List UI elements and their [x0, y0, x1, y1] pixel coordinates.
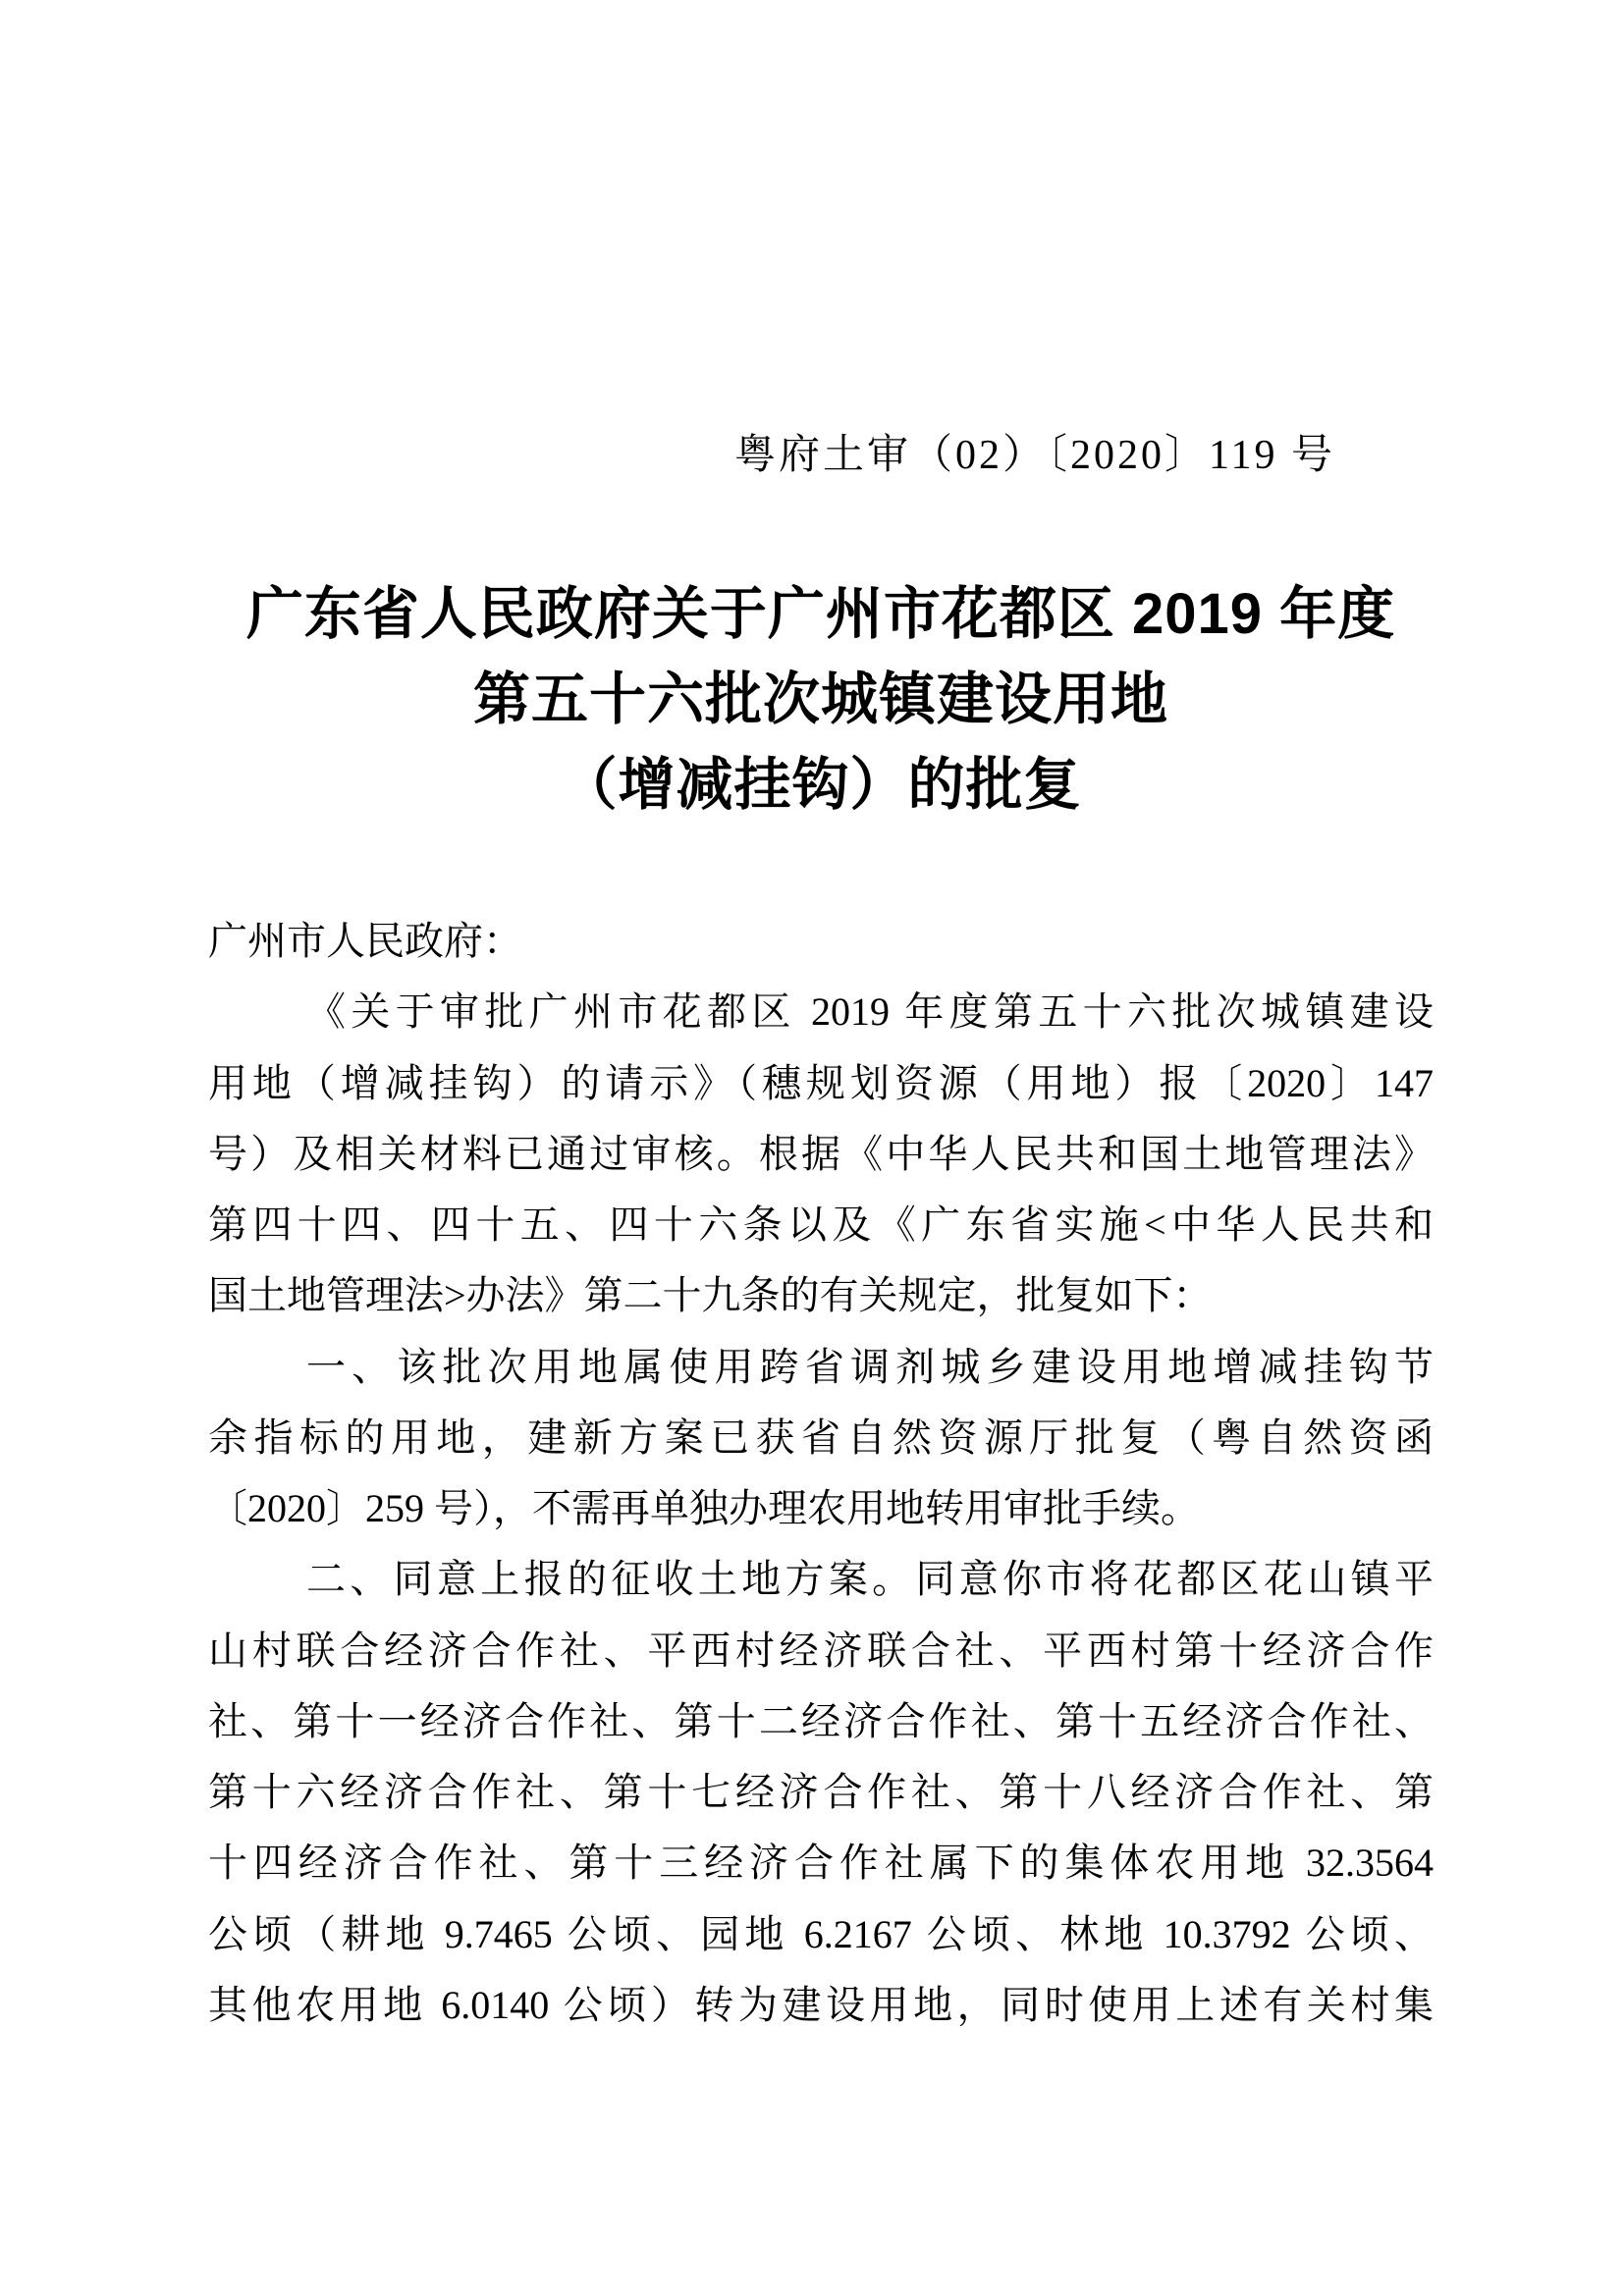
title-line-1: 广东省人民政府关于广州市花都区 2019 年度	[245, 582, 1396, 646]
body-line: 用地（增减挂钩）的请示》（穗规划资源（用地）报〔2020〕147	[208, 1060, 1434, 1105]
body-line: 山村联合经济合作社、平西村经济联合社、平西村第十经济合作	[208, 1628, 1434, 1673]
salutation: 广州市人民政府：	[208, 919, 522, 963]
body-line: 一、该批次用地属使用跨省调剂城乡建设用地增减挂钩节	[306, 1344, 1434, 1389]
body-line: 《关于审批广州市花都区 2019 年度第五十六批次城镇建设	[306, 989, 1434, 1035]
body-line: 公顷（耕地 9.7465 公顷、园地 6.2167 公顷、林地 10.3792 公顷、	[208, 1911, 1434, 1956]
body-line: 二、同意上报的征收土地方案。同意你市将花都区花山镇平	[306, 1557, 1434, 1602]
body-line: 十四经济合作社、第十三经济合作社属下的集体农用地 32.3564	[208, 1841, 1434, 1886]
body-line: 第四十四、四十五、四十六条以及《广东省实施<中华人民共和	[208, 1202, 1434, 1247]
body-line: 其他农用地 6.0140 公顷）转为建设用地，同时使用上述有关村集	[208, 1982, 1434, 2027]
title-line-2: 第五十六批次城镇建设用地	[472, 667, 1168, 731]
body-line: 国土地管理法>办法》第二十九条的有关规定，批复如下：	[208, 1273, 1213, 1318]
document-body	[208, 906, 1434, 2041]
document-number: 粤府土审（02）〔2020〕119 号	[734, 433, 1335, 478]
title-line-3: （增减挂钩）的批复	[560, 753, 1082, 817]
body-line: 余指标的用地，建新方案已获省自然资源厅批复（粤自然资函	[208, 1415, 1434, 1460]
body-line: 第十六经济合作社、第十七经济合作社、第十八经济合作社、第	[208, 1770, 1434, 1814]
body-line: 社、第十一经济合作社、第十二经济合作社、第十五经济合作社、	[208, 1698, 1434, 1743]
body-line: 〔2020〕259 号），不需再单独办理农用地转用审批手续。	[208, 1486, 1200, 1530]
body-line: 号）及相关材料已通过审核。根据《中华人民共和国土地管理法》	[208, 1131, 1434, 1176]
document-title	[208, 571, 1434, 828]
